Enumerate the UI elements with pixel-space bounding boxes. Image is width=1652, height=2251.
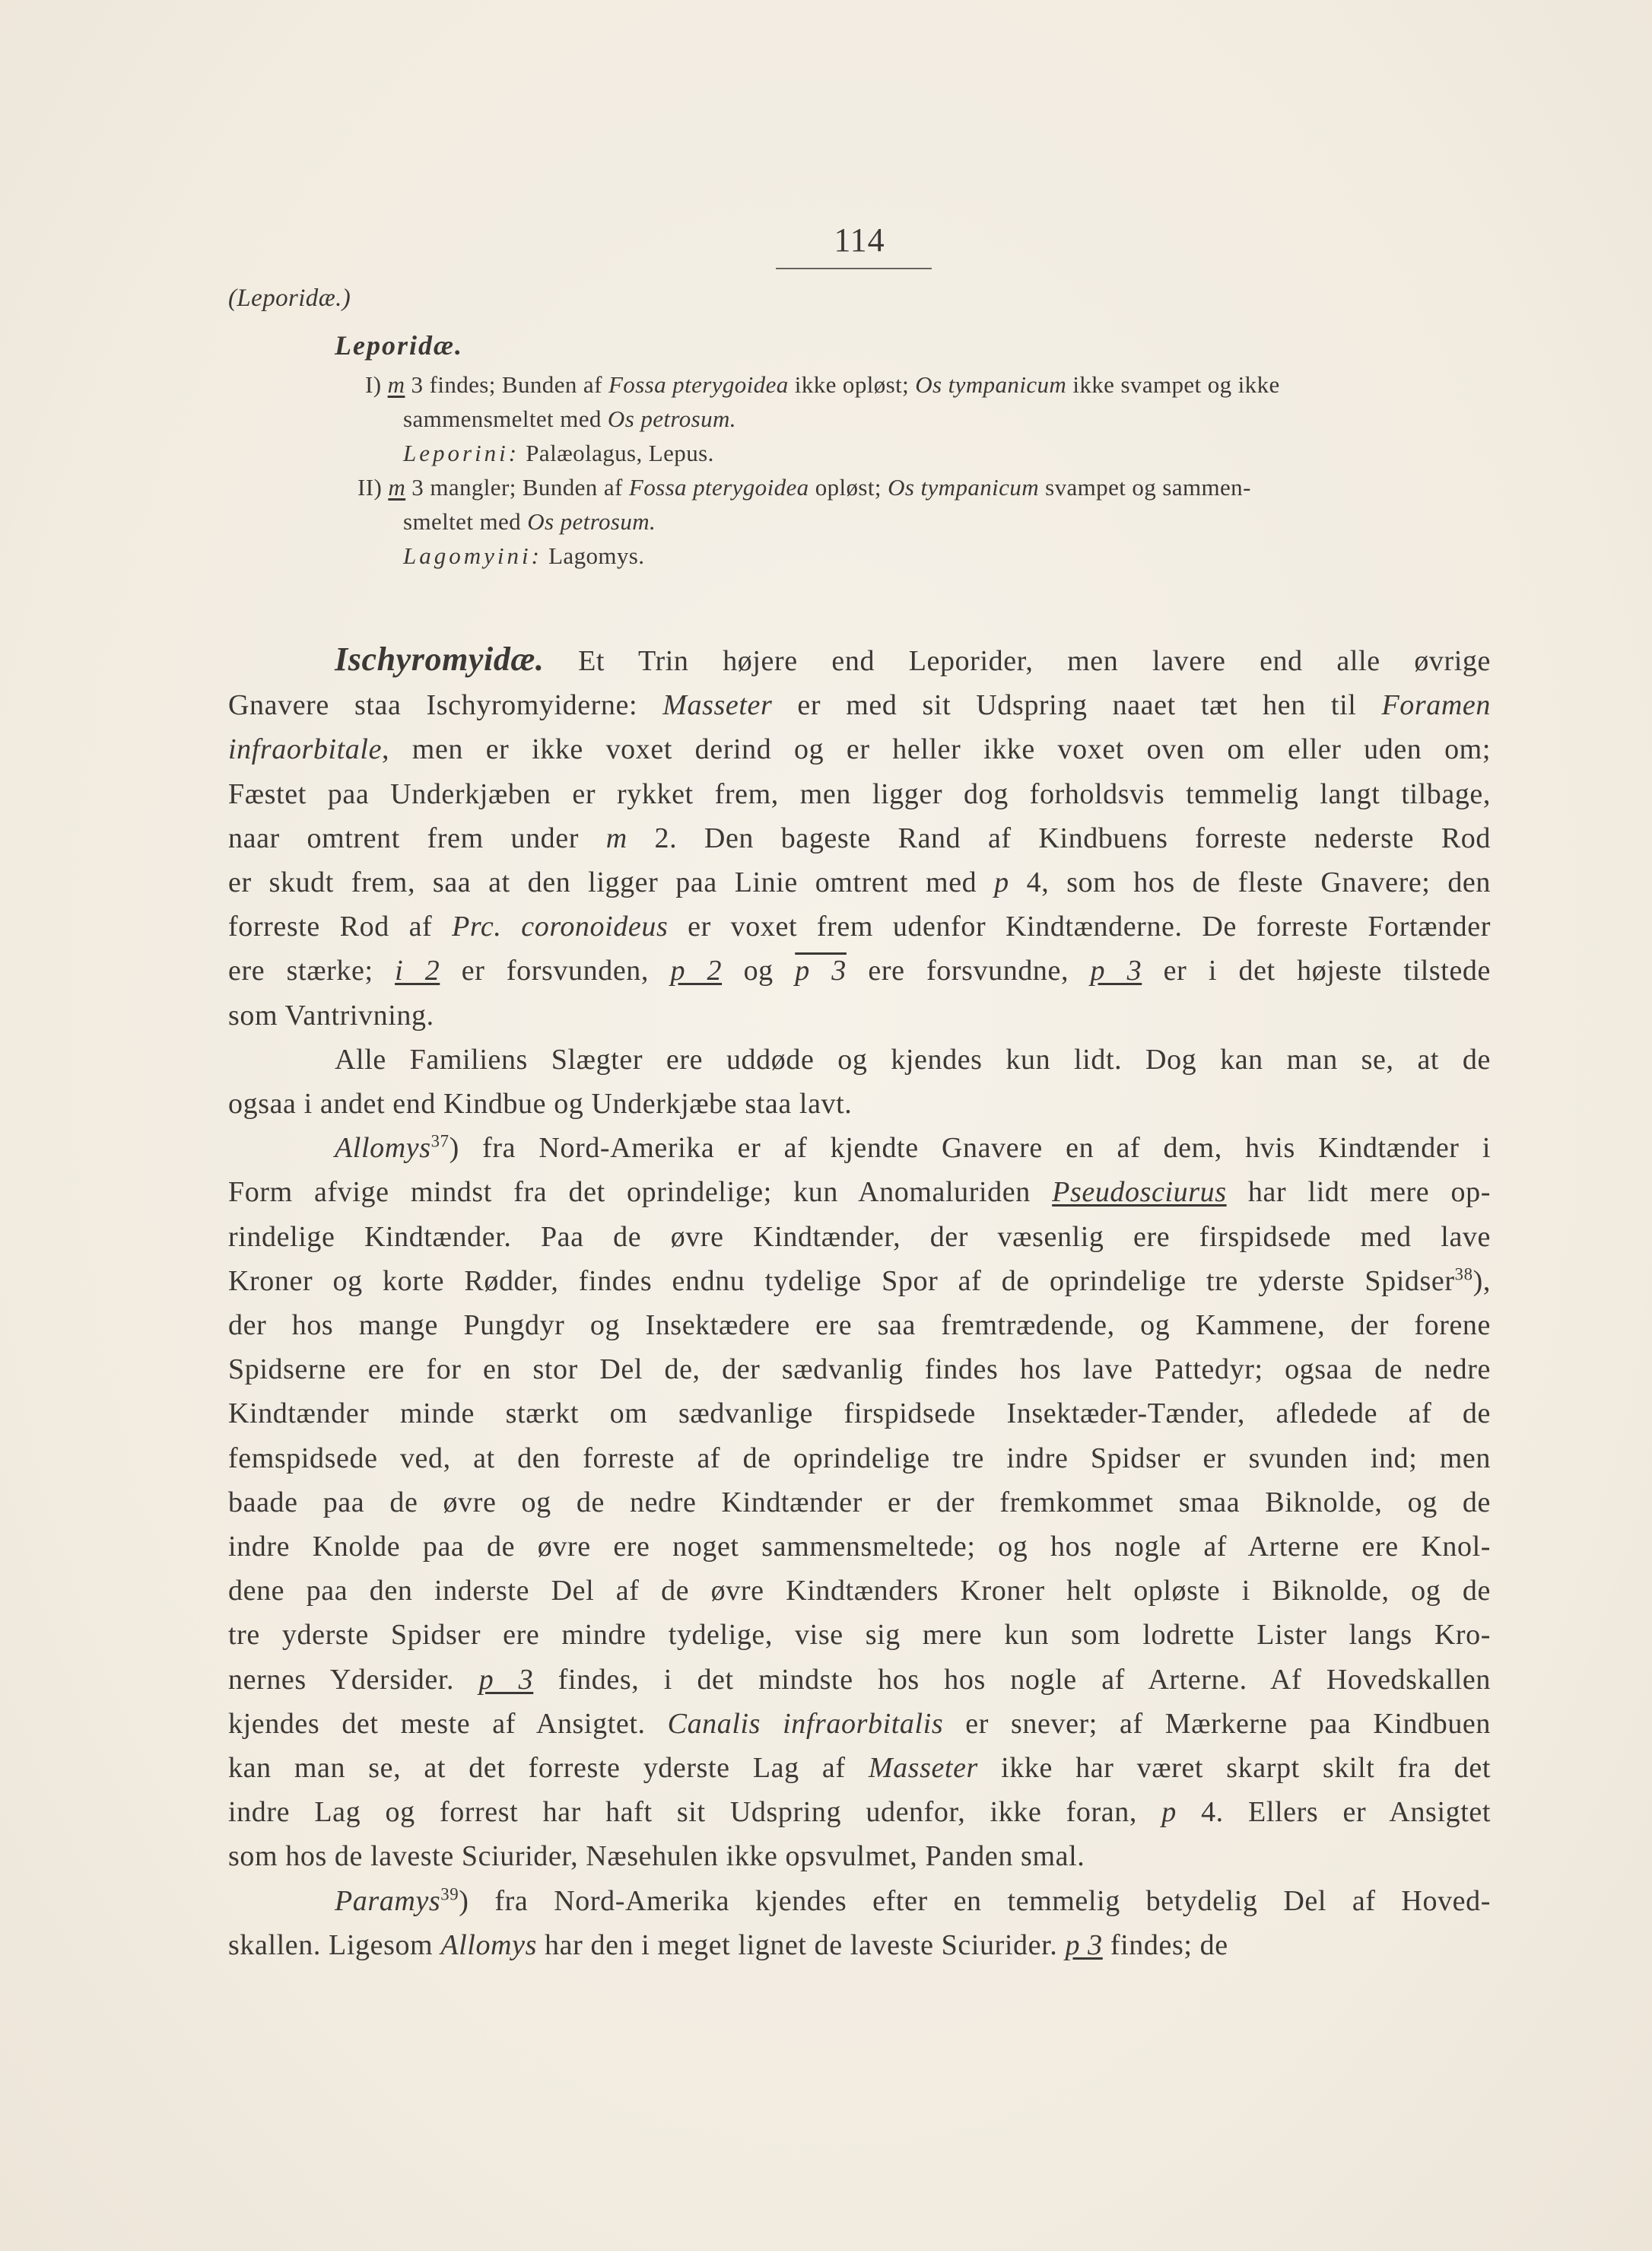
text-run: p 3: [1065, 1928, 1103, 1961]
text-run: Paramys: [335, 1884, 441, 1917]
text-run: Kroner og korte Rødder, findes endnu tydelige Spor af de oprindelige tre yderste Spidser: [228, 1264, 1455, 1297]
text-line: [228, 1480, 1491, 1525]
text-run: Gnavere staa Ischyromyiderne:: [228, 689, 663, 722]
leporidae-item2-line2: [228, 504, 1491, 539]
text-run: smeltet med: [403, 508, 528, 535]
text-run: 3 findes; Bunden af: [405, 371, 608, 398]
text-run: dene paa den inderste Del af de øvre Kindtænders Kroner helt opløste i Biknolde, og de: [228, 1575, 1491, 1607]
text-line: [228, 816, 1491, 860]
leporidae-tribe1: [228, 436, 1491, 470]
text-run: findes; de: [1102, 1928, 1228, 1961]
text-line: [228, 1834, 1491, 1878]
section-heading: Ischyromyidæ.: [335, 641, 545, 678]
text-run: Pseudosciurus: [1052, 1176, 1227, 1209]
text-run: er voxet frem udenfor Kindtænderne. De forreste Fortænder: [668, 911, 1491, 943]
text-line: [228, 1391, 1491, 1435]
text-line: [228, 1038, 1491, 1082]
text-run: forreste Rod af: [228, 911, 453, 943]
tribe1-name: Leporini:: [403, 440, 520, 466]
tribe1-genera: Palæolagus, Lepus.: [526, 440, 714, 466]
item1-line1-text: [388, 371, 1280, 398]
text-run: Os tympanicum: [915, 371, 1067, 398]
text-run: p 2: [670, 955, 723, 987]
text-line: [228, 727, 1491, 771]
leporidae-title: Leporidæ.: [335, 330, 463, 361]
leporidae-tribe2: [228, 539, 1491, 573]
page-number: 114: [834, 221, 885, 259]
text-line: [228, 1126, 1491, 1170]
text-run: ikke har været skarpt skilt fra det: [977, 1752, 1491, 1785]
text-line: [228, 949, 1491, 993]
footnote-ref: 39: [440, 1884, 459, 1904]
text-run: har den i meget lignet de laveste Sciurider.: [536, 1928, 1066, 1961]
item1-marker: I): [365, 371, 382, 398]
text-run: Os petrosum.: [607, 405, 736, 432]
text-line: [228, 860, 1491, 905]
text-run: 4, som hos de fleste Gnavere; den: [1009, 866, 1491, 899]
text-line: [228, 905, 1491, 949]
text-run: Kindtænder minde stærkt om sædvanlige firspidsede Insektæder-Tænder, afledede af de: [228, 1397, 1491, 1430]
text-line: [228, 1436, 1491, 1480]
text-run: 2. Den bageste Rand af Kindbuens forreste nederste Rod: [627, 822, 1492, 854]
text-run: har lidt mere op-: [1226, 1176, 1492, 1209]
text-run: Canalis infraorbitalis: [667, 1707, 944, 1740]
text-run: findes, i det mindste hos hos nogle af Arterne. Af Hovedskallen: [533, 1663, 1491, 1696]
text-run: Masseter: [868, 1752, 978, 1785]
text-line: [228, 683, 1491, 727]
text-run: er skudt frem, saa at den ligger paa Linie omtrent med: [228, 866, 995, 899]
footnote-ref: 38: [1454, 1264, 1473, 1284]
leporidae-section: [228, 329, 1491, 573]
text-run: p 3: [1090, 955, 1142, 987]
text-run: som Vantrivning.: [228, 999, 434, 1032]
text-run: Allomys: [440, 1928, 537, 1961]
text-run: svampet og sammen-: [1039, 474, 1251, 501]
text-run: er i det højeste tilstede: [1142, 955, 1491, 987]
text-run: opløst;: [809, 474, 888, 501]
leporidae-item2-line1: [228, 470, 1491, 504]
text-run: der hos mange Pungdyr og Insektædere ere saa fremtrædende, og Kammene, der forene: [228, 1309, 1491, 1342]
text-run: er snever; af Mærkerne paa Kindbuen: [943, 1707, 1491, 1740]
text-run: p: [1161, 1796, 1177, 1829]
text-line: [228, 1702, 1491, 1746]
text-run: rindelige Kindtænder. Paa de øvre Kindtænder, der væsenlig ere firspidsede med lave: [228, 1220, 1491, 1253]
running-head-text: (Leporidæ.): [228, 285, 351, 312]
text-run: kan man se, at det forreste yderste Lag af: [228, 1752, 869, 1785]
text-run: indre Knolde paa de øvre ere noget sammensmeltede; og hos nogle af Arterne ere Knol-: [228, 1531, 1491, 1563]
text-run: Foramen: [1381, 689, 1491, 722]
text-run: m: [387, 371, 405, 398]
text-run: baade paa de øvre og de nedre Kindtænder er der fremkommet smaa Biknolde, og de: [228, 1486, 1491, 1518]
text-line: [228, 1215, 1491, 1259]
paragraph: [228, 1126, 1491, 1878]
footnote-ref: 37: [430, 1131, 450, 1151]
text-run: ikke svampet og ikke: [1066, 371, 1280, 398]
text-run: Allomys: [335, 1132, 431, 1165]
text-run: ) fra Nord-Amerika er af kjendte Gnavere en af dem, hvis Kindtænder i: [449, 1132, 1491, 1165]
text-run: ogsaa i andet end Kindbue og Underkjæbe staa lavt.: [228, 1088, 853, 1121]
text-run: ere forsvundne,: [846, 955, 1091, 987]
text-run: ) fra Nord-Amerika kjendes efter en temmelig betydelig Del af Hoved-: [459, 1884, 1491, 1917]
item2-line2-text: [403, 508, 656, 535]
text-run: kjendes det meste af Ansigtet.: [228, 1707, 668, 1740]
paragraph: [228, 637, 1491, 1038]
paragraph: [228, 1038, 1491, 1126]
text-run: 4. Ellers er Ansigtet: [1176, 1796, 1491, 1829]
text-line: [228, 1658, 1491, 1702]
text-line: [228, 1303, 1491, 1347]
text-run: p 3: [795, 955, 847, 987]
text-run: m: [605, 822, 627, 854]
text-run: Alle Familiens Slægter ere uddøde og kjendes kun lidt. Dog kan man se, at de: [335, 1043, 1491, 1076]
text-run: m: [388, 474, 406, 501]
text-run: tre yderste Spidser ere mindre tydelige, vise sig mere kun som lodrette Lister langs Kro-: [228, 1619, 1491, 1652]
text-run: ),: [1473, 1264, 1491, 1297]
text-run: Fossa pterygoidea: [628, 474, 809, 501]
text-run: nernes Ydersider.: [228, 1663, 479, 1696]
tribe2-genera: Lagomys.: [548, 542, 645, 569]
text-run: Os petrosum.: [527, 508, 656, 535]
text-run: , men er ikke voxet derind og er heller ikke voxet oven om eller uden om;: [382, 733, 1491, 766]
text-run: Masseter: [662, 689, 773, 722]
text-line: [228, 1170, 1491, 1214]
item2-marker: II): [357, 474, 383, 501]
text-run: Prc. coronoideus: [452, 911, 669, 943]
text-run: er forsvunden,: [440, 955, 671, 987]
tribe2-name: Lagomyini:: [403, 542, 542, 569]
leporidae-item1-line2: [228, 402, 1491, 436]
text-run: Os tympanicum: [888, 474, 1039, 501]
text-run: naar omtrent frem under: [228, 822, 606, 854]
text-line: [228, 994, 1491, 1038]
text-run: som hos de laveste Sciurider, Næsehulen ikke opsvulmet, Panden smal.: [228, 1840, 1085, 1873]
text-run: 3 mangler; Bunden af: [405, 474, 629, 501]
text-line: [228, 1347, 1491, 1391]
main-body-text: [228, 637, 1491, 1967]
text-line: [228, 1613, 1491, 1657]
text-line: [228, 1879, 1491, 1923]
text-run: ere stærke;: [228, 955, 396, 987]
text-run: p: [994, 866, 1009, 899]
text-run: sammensmeltet med: [403, 405, 608, 432]
text-line: [228, 1790, 1491, 1834]
text-run: Fossa pterygoidea: [608, 371, 789, 398]
text-run: indre Lag og forrest har haft sit Udspring udenfor, ikke foran,: [228, 1796, 1162, 1829]
text-run: ikke opløst;: [788, 371, 916, 398]
page-number-rule: [776, 268, 932, 269]
text-line: [228, 1082, 1491, 1126]
text-run: infraorbitale: [228, 733, 383, 766]
paragraph: [228, 1879, 1491, 1967]
text-run: p 3: [478, 1663, 534, 1696]
text-line: [228, 1259, 1491, 1303]
text-run: er med sit Udspring naaet tæt hen til: [772, 689, 1382, 722]
item2-line1-text: [388, 474, 1250, 501]
text-run: femspidsede ved, at den forreste af de oprindelige tre indre Spidser er svunden ind; men: [228, 1442, 1491, 1474]
item1-line2-text: [403, 405, 736, 432]
text-line: [228, 1923, 1491, 1967]
text-line: [228, 772, 1491, 816]
text-line: [228, 1525, 1491, 1569]
text-run: og: [722, 955, 796, 987]
text-run: Fæstet paa Underkjæben er rykket frem, men ligger dog forholdsvis temmelig langt tilbage,: [228, 777, 1491, 810]
text-line: [228, 1569, 1491, 1613]
leporidae-item1-line1: [228, 367, 1491, 402]
text-run: skallen. Ligesom: [228, 1928, 441, 1961]
text-line: [228, 637, 1491, 683]
running-head: [228, 281, 1491, 316]
text-run: Spidserne ere for en stor Del de, der sædvanlig findes hos lave Pattedyr; ogsaa de nedre: [228, 1353, 1491, 1386]
text-run: i 2: [395, 955, 440, 987]
text-run: Form afvige mindst fra det oprindelige; kun Anomaluriden: [228, 1176, 1053, 1209]
text-line: [228, 1746, 1491, 1790]
text-run: Et Trin højere end Leporider, men lavere end alle øvrige: [544, 645, 1491, 677]
